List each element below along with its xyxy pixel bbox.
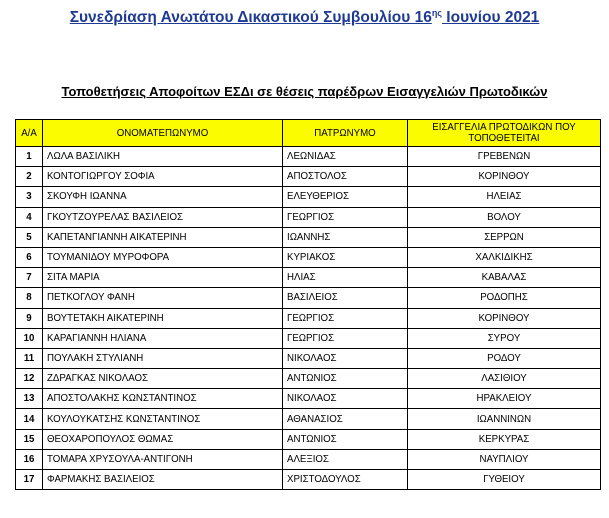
row-index: 17 xyxy=(16,470,43,490)
row-index: 13 xyxy=(16,389,43,409)
row-index: 14 xyxy=(16,409,43,429)
table-row xyxy=(16,389,601,409)
table-row xyxy=(16,247,601,267)
table-row xyxy=(16,348,601,368)
row-patronymic: ΝΙΚΟΛΑΟΣ xyxy=(283,348,408,368)
row-patronymic: ΗΛΙΑΣ xyxy=(283,268,408,288)
row-name: ΤΟΜΑΡΑ ΧΡΥΣΟΥΛΑ-ΑΝΤΙΓΟΝΗ xyxy=(43,449,283,469)
row-index: 8 xyxy=(16,288,43,308)
row-prosecution: ΛΑΣΙΘΙΟΥ xyxy=(408,369,601,389)
table-row xyxy=(16,187,601,207)
row-prosecution: ΚΑΒΑΛΑΣ xyxy=(408,268,601,288)
row-name: ΦΑΡΜΑΚΗΣ ΒΑΣΙΛΕΙΟΣ xyxy=(43,470,283,490)
row-prosecution: ΣΕΡΡΩΝ xyxy=(408,227,601,247)
row-index: 3 xyxy=(16,187,43,207)
row-name: ΖΔΡΑΓΚΑΣ ΝΙΚΟΛΑΟΣ xyxy=(43,369,283,389)
table-row xyxy=(16,167,601,187)
row-name: ΛΩΛΑ ΒΑΣΙΛΙΚΗ xyxy=(43,147,283,167)
row-index: 7 xyxy=(16,268,43,288)
table-body xyxy=(16,147,601,490)
row-prosecution: ΝΑΥΠΛΙΟΥ xyxy=(408,449,601,469)
row-patronymic: ΓΕΩΡΓΙΟΣ xyxy=(283,308,408,328)
row-name: ΣΚΟΥΦΗ ΙΩΑΝΝΑ xyxy=(43,187,283,207)
row-index: 2 xyxy=(16,167,43,187)
row-name: ΑΠΟΣΤΟΛΑΚΗΣ ΚΩΝΣΤΑΝΤΙΝΟΣ xyxy=(43,389,283,409)
row-prosecution: ΙΩΑΝΝΙΝΩΝ xyxy=(408,409,601,429)
row-patronymic: ΑΠΟΣΤΟΛΟΣ xyxy=(283,167,408,187)
table-row xyxy=(16,409,601,429)
table-row xyxy=(16,207,601,227)
title-superscript: ης xyxy=(431,7,442,18)
table-row xyxy=(16,470,601,490)
row-prosecution: ΡΟΔΟΠΗΣ xyxy=(408,288,601,308)
table-row xyxy=(16,147,601,167)
row-patronymic: ΑΘΑΝΑΣΙΟΣ xyxy=(283,409,408,429)
row-name: ΚΑΠΕΤΑΝΓΙΑΝΝΗ ΑΙΚΑΤΕΡΙΝΗ xyxy=(43,227,283,247)
document-title xyxy=(0,9,609,27)
header-prosecution: ΕΙΣΑΓΓΕΛΙΑ ΠΡΩΤΟΔΙΚΩΝ ΠΟΥ ΤΟΠΟΘΕΤΕΙΤΑΙ xyxy=(408,120,601,147)
table-row xyxy=(16,308,601,328)
document-subtitle: Τοποθετήσεις Αποφοίτων ΕΣΔι σε θέσεις παρέδρων Εισαγγελιών Πρωτοδικών xyxy=(61,84,548,99)
row-index: 1 xyxy=(16,147,43,167)
table-footer-spacer xyxy=(16,490,601,505)
row-patronymic: ΕΛΕΥΘΕΡΙΟΣ xyxy=(283,187,408,207)
row-prosecution: ΗΡΑΚΛΕΙΟΥ xyxy=(408,389,601,409)
row-name: ΒΟΥΤΕΤΑΚΗ ΑΙΚΑΤΕΡΙΝΗ xyxy=(43,308,283,328)
row-patronymic: ΧΡΙΣΤΟΔΟΥΛΟΣ xyxy=(283,470,408,490)
row-index: 11 xyxy=(16,348,43,368)
header-index: Α/Α xyxy=(16,120,43,147)
row-patronymic: ΑΝΤΩΝΙΟΣ xyxy=(283,369,408,389)
row-name: ΚΑΡΑΓΙΑΝΝΗ ΗΛΙΑΝΑ xyxy=(43,328,283,348)
row-prosecution: ΚΟΡΙΝΘΟΥ xyxy=(408,167,601,187)
row-prosecution: ΒΟΛΟΥ xyxy=(408,207,601,227)
row-index: 4 xyxy=(16,207,43,227)
row-patronymic: ΑΛΕΞΙΟΣ xyxy=(283,449,408,469)
row-prosecution: ΓΥΘΕΙΟΥ xyxy=(408,470,601,490)
row-index: 12 xyxy=(16,369,43,389)
row-patronymic: ΓΕΩΡΓΙΟΣ xyxy=(283,328,408,348)
row-name: ΓΚΟΥΤΖΟΥΡΕΛΑΣ ΒΑΣΙΛΕΙΟΣ xyxy=(43,207,283,227)
header-name: ΟΝΟΜΑΤΕΠΩΝΥΜΟ xyxy=(43,120,283,147)
row-name: ΚΟΝΤΟΓΙΩΡΓΟΥ ΣΟΦΙΑ xyxy=(43,167,283,187)
row-name: ΣΙΤΑ ΜΑΡΙΑ xyxy=(43,268,283,288)
table-row xyxy=(16,369,601,389)
row-name: ΤΟΥΜΑΝΙΔΟΥ ΜΥΡΟΦΟΡΑ xyxy=(43,247,283,267)
table-row xyxy=(16,288,601,308)
row-index: 5 xyxy=(16,227,43,247)
header-patronymic: ΠΑΤΡΩΝΥΜΟ xyxy=(283,120,408,147)
row-patronymic: ΓΕΩΡΓΙΟΣ xyxy=(283,207,408,227)
table-row xyxy=(16,328,601,348)
row-prosecution: ΡΟΔΟΥ xyxy=(408,348,601,368)
row-index: 10 xyxy=(16,328,43,348)
title-main: Συνεδρίαση Ανωτάτου Δικαστικού Συμβουλίου 16 xyxy=(69,9,432,26)
row-patronymic: ΑΝΤΩΝΙΟΣ xyxy=(283,429,408,449)
row-prosecution: ΚΟΡΙΝΘΟΥ xyxy=(408,308,601,328)
row-patronymic: ΙΩΑΝΝΗΣ xyxy=(283,227,408,247)
row-prosecution: ΧΑΛΚΙΔΙΚΗΣ xyxy=(408,247,601,267)
table-row xyxy=(16,429,601,449)
row-name: ΠΕΤΚΟΓΛΟΥ ΦΑΝΗ xyxy=(43,288,283,308)
table-row xyxy=(16,227,601,247)
placements-table xyxy=(15,119,601,504)
row-name: ΚΟΥΛΟΥΚΑΤΣΗΣ ΚΩΝΣΤΑΝΤΙΝΟΣ xyxy=(43,409,283,429)
table-row xyxy=(16,268,601,288)
table-header-row xyxy=(16,120,601,147)
row-index: 9 xyxy=(16,308,43,328)
row-patronymic: ΝΙΚΟΛΑΟΣ xyxy=(283,389,408,409)
row-index: 6 xyxy=(16,247,43,267)
row-prosecution: ΗΛΕΙΑΣ xyxy=(408,187,601,207)
title-date: Ιουνίου 2021 xyxy=(442,9,540,26)
row-patronymic: ΛΕΩΝΙΔΑΣ xyxy=(283,147,408,167)
footer-cell xyxy=(16,490,601,505)
row-patronymic: ΒΑΣΙΛΕΙΟΣ xyxy=(283,288,408,308)
row-index: 15 xyxy=(16,429,43,449)
row-prosecution: ΣΥΡΟΥ xyxy=(408,328,601,348)
row-prosecution: ΓΡΕΒΕΝΩΝ xyxy=(408,147,601,167)
row-index: 16 xyxy=(16,449,43,469)
row-patronymic: ΚΥΡΙΑΚΟΣ xyxy=(283,247,408,267)
row-name: ΘΕΟΧΑΡΟΠΟΥΛΟΣ ΘΩΜΑΣ xyxy=(43,429,283,449)
row-name: ΠΟΥΛΑΚΗ ΣΤΥΛΙΑΝΗ xyxy=(43,348,283,368)
row-prosecution: ΚΕΡΚΥΡΑΣ xyxy=(408,429,601,449)
table-row xyxy=(16,449,601,469)
